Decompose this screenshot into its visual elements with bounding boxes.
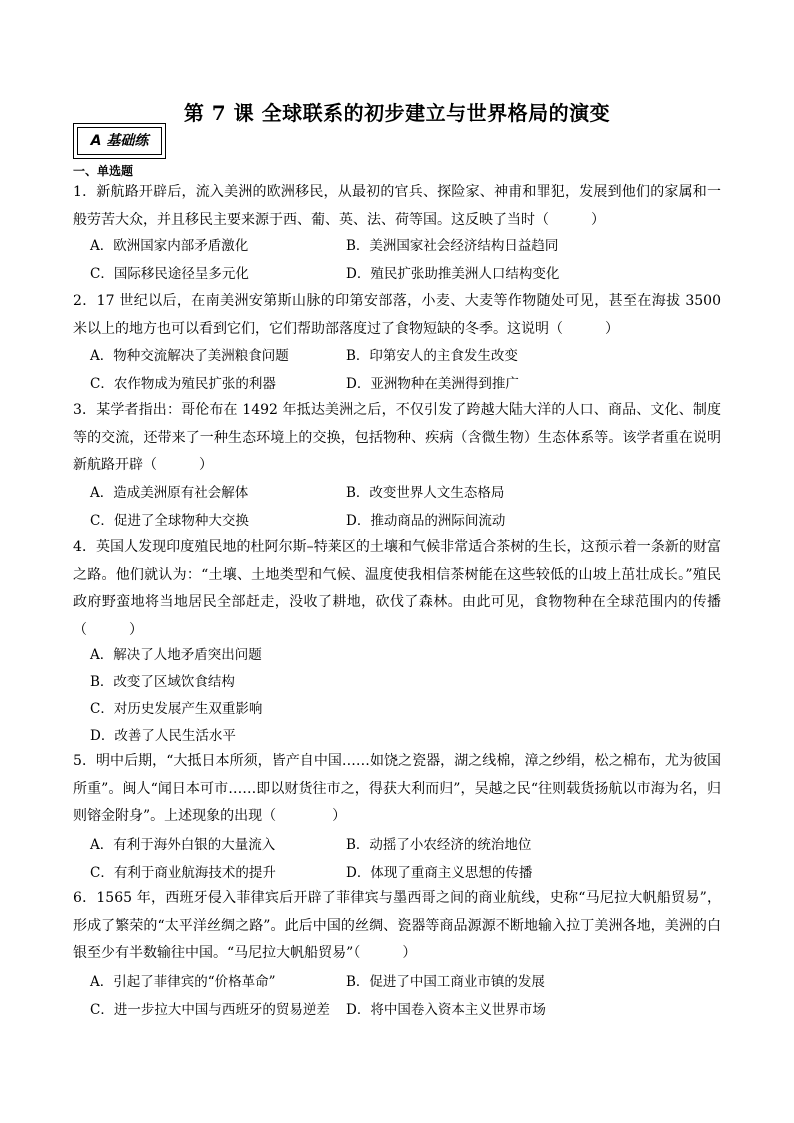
question-3-option-d[interactable]: D．推动商品的洲际间流动 xyxy=(346,513,506,529)
level-tag-box xyxy=(73,123,166,159)
question-3-option-b[interactable]: B．改变世界人文生态格局 xyxy=(346,485,505,501)
question-4-option-d[interactable]: D．改善了人民生活水平 xyxy=(90,728,236,744)
question-6-option-d[interactable]: D．将中国卷入资本主义世界市场 xyxy=(346,1002,546,1018)
question-2-option-a[interactable]: A．物种交流解决了美洲粮食问题 xyxy=(90,348,289,364)
question-1-option-b[interactable]: B．美洲国家社会经济结构日益趋同 xyxy=(346,238,559,254)
question-5-stem: 5．明中后期，“大抵日本所须，皆产自中国……如饶之瓷器，湖之线棉，漳之纱绢，松之棉布，尤为彼国所重”。闽人“闻日本可市……即以财货往市之，得获大利而归”，吴越之民“往则载货扬航以市海为名，归则镕金附身”。上述现象的出现（ ） xyxy=(73,753,721,824)
question-6-option-b[interactable]: B．促进了中国工商业市镇的发展 xyxy=(346,974,545,990)
question-2-stem: 2．17 世纪以后，在南美洲安第斯山脉的印第安部落，小麦、大麦等作物随处可见，甚至在海拔 3500 米以上的地方也可以看到它们，它们帮助部落度过了食物短缺的冬季。这说明（ ） xyxy=(73,293,721,337)
question-4-option-b[interactable]: B．改变了区域饮食结构 xyxy=(90,674,235,690)
question-4-stem: 4．英国人发现印度殖民地的杜阿尔斯–特莱区的土壤和气候非常适合茶树的生长，这预示着一条新的财富之路。他们就认为：“土壤、土地类型和气候、温度使我相信茶树能在这些较低的山坡上茁壮成长。”殖民政府野蛮地将当地居民全部赶走，没收了耕地，砍伐了森林。由此可见，食物物种在全球范围内的传播（ ） xyxy=(73,539,721,638)
level-tag-label: A 基础练 xyxy=(90,133,149,149)
question-4-option-a[interactable]: A．解决了人地矛盾突出问题 xyxy=(90,647,262,663)
question-3-stem: 3．某学者指出：哥伦布在 1492 年抵达美洲之后，不仅引发了跨越大陆大洋的人口、商品、文化、制度等的交流，还带来了一种生态环境上的交换，包括物种、疾病（含微生物）生态体系等。该学者重在说明新航路开辟（ ） xyxy=(73,402,721,473)
question-6-option-c[interactable]: C．进一步拉大中国与西班牙的贸易逆差 xyxy=(90,1002,330,1018)
question-1-stem: 1．新航路开辟后，流入美洲的欧洲移民，从最初的官兵、探险家、神甫和罪犯，发展到他们的家属和一般劳苦大众，并且移民主要来源于西、葡、英、法、荷等国。这反映了当时（ ） xyxy=(73,184,721,228)
question-2-option-d[interactable]: D．亚洲物种在美洲得到推广 xyxy=(346,376,519,392)
question-4-option-c[interactable]: C．对历史发展产生双重影响 xyxy=(90,701,263,717)
question-5-option-d[interactable]: D．体现了重商主义思想的传播 xyxy=(346,865,533,881)
question-6-stem: 6．1565 年，西班牙侵入菲律宾后开辟了菲律宾与墨西哥之间的商业航线，史称“马尼拉大帆船贸易”，形成了繁荣的“太平洋丝绸之路”。此后中国的丝绸、瓷器等商品源源不断地输入拉丁美洲各地，美洲的白银至少有半数输往中国。“马尼拉大帆船贸易”（ ） xyxy=(73,890,721,961)
question-2-option-b[interactable]: B．印第安人的主食发生改变 xyxy=(346,348,518,364)
question-1-option-d[interactable]: D．殖民扩张助推美洲人口结构变化 xyxy=(346,266,560,282)
question-6-option-a[interactable]: A．引起了菲律宾的“价格革命” xyxy=(90,974,276,990)
question-3-option-c[interactable]: C．促进了全球物种大交换 xyxy=(90,513,249,529)
question-5-option-a[interactable]: A．有利于海外白银的大量流入 xyxy=(90,837,276,853)
section-heading: 一、单选题 xyxy=(73,164,134,178)
question-1-option-a[interactable]: A．欧洲国家内部矛盾激化 xyxy=(90,238,249,254)
question-2-option-c[interactable]: C．农作物成为殖民扩张的利器 xyxy=(90,376,276,392)
lesson-title: 第 7 课 全球联系的初步建立与世界格局的演变 xyxy=(183,101,611,125)
question-1-option-c[interactable]: C．国际移民途径呈多元化 xyxy=(90,266,249,282)
question-5-option-b[interactable]: B．动摇了小农经济的统治地位 xyxy=(346,837,532,853)
question-3-option-a[interactable]: A．造成美洲原有社会解体 xyxy=(90,485,249,501)
question-5-option-c[interactable]: C．有利于商业航海技术的提升 xyxy=(90,865,276,881)
